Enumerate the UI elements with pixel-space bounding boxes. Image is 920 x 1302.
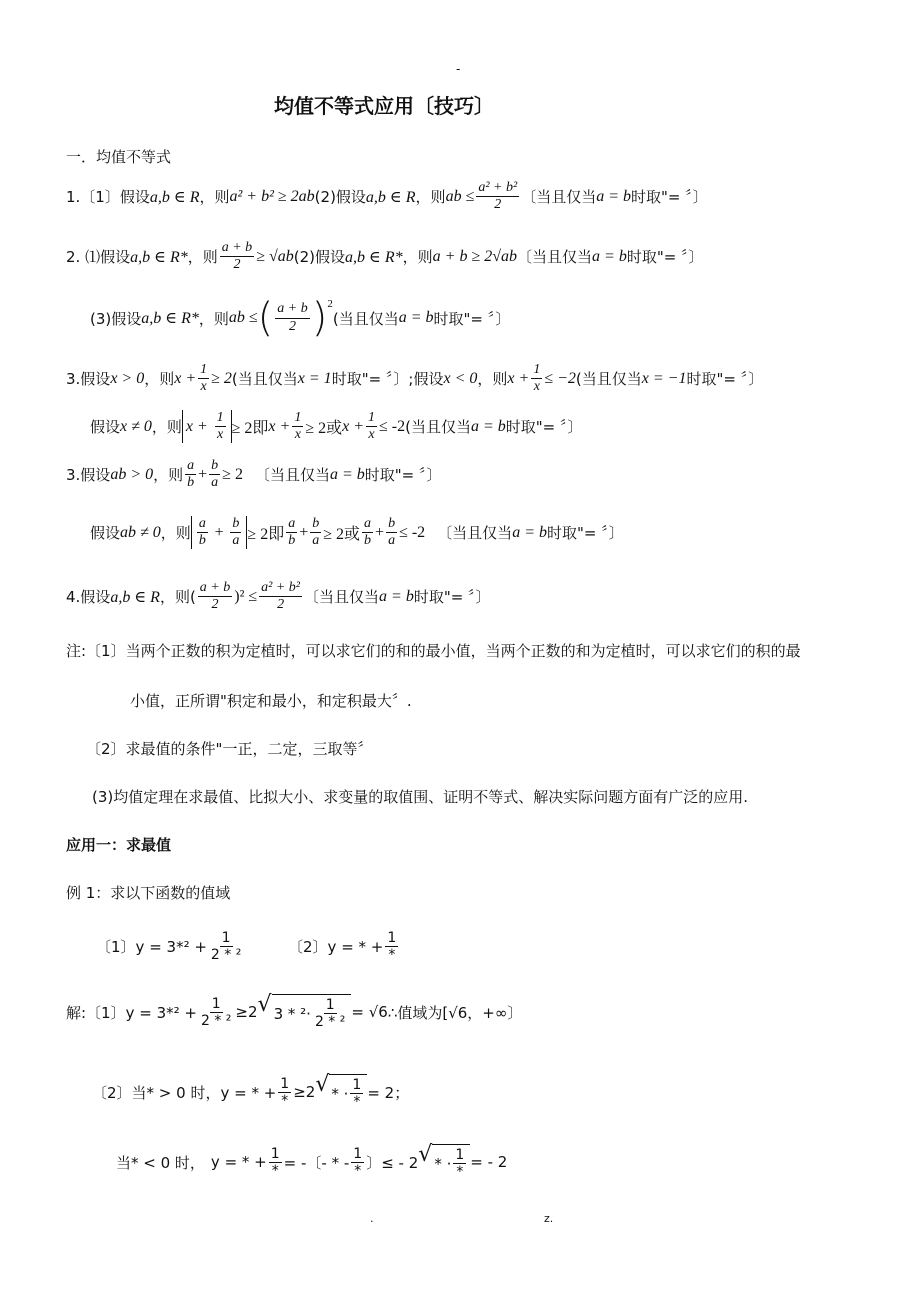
formula-line-1 [66,180,708,213]
fraction: $\frac{1}{x}$ [200,362,208,395]
math: a + b ≥ 2√ab [432,247,517,265]
text: 当* < 0 时， [116,1153,205,1172]
text: ≥2 [293,1083,316,1102]
math: x + [342,417,365,435]
text: 〔2〕y = * + [288,938,384,957]
fraction: $\frac{a}{b}$ [187,458,195,491]
math: ab ≤ [445,187,475,205]
text: 时取"= 〞〕 [626,248,704,267]
fraction: $\frac{\text{a² + b²}}{2}$ [261,580,300,613]
math: ≤ -2 [379,417,406,435]
fraction: $\frac{1}{*}$ [353,1145,363,1179]
formula-line-3 [90,295,511,341]
fraction: $\frac{1}{*}$ [280,1075,290,1109]
footer-right: z. [544,1212,554,1225]
fraction: $\frac{b}{a}$ [388,516,396,549]
math: ≥ 2即 [231,420,269,438]
text: (2)假设 [293,248,345,267]
math: a = b [379,587,414,605]
fraction: $\frac{1}{*}$ [270,1145,280,1179]
math: ≤ -2 [399,523,426,541]
text: 〔1〕y = 3*² + [96,938,207,957]
text: 〕≤ - 2 [366,1153,419,1172]
fraction: $\frac{1}{x}$ [533,362,541,395]
section-heading: 一．均值不等式 [66,148,172,166]
square-root: √ 3 * ²· $\frac{1}{\text{2 * ²}}$ [258,994,352,1030]
text: 时取"= 〞〕 [413,588,491,607]
fraction: $\frac{\text{a² + b²}}{2}$ [478,180,518,213]
text: ∴值域为[√6，+∞〕 [387,1003,523,1022]
math: x + [507,369,530,387]
fraction: $\frac{1}{x}$ [294,410,302,443]
text: 时取"= 〞〕 [433,309,511,328]
math: + [198,465,208,483]
text: 时取"= 〞〕 [364,466,442,485]
math: a = b [512,523,547,541]
math: x > 0 [110,369,145,387]
math: a,b ∈ R [149,188,200,206]
solution-line-2 [92,1074,409,1110]
math: x = −1 [641,369,687,387]
text: 时取"= 〞〕 [631,188,708,207]
text: 时取"= 〞〕 [546,524,624,543]
text: ，则 [153,466,184,485]
text: 〔2〕当* > 0 时，y = * + [92,1083,277,1102]
text: 4.假设 [66,588,111,607]
note-2: 〔2〕求最值的条件"一正，二定，三取等〞 [86,740,373,758]
text: 〔当且仅当 [437,524,513,543]
fraction: $\frac{1}{\text{2 * ²}}$ [200,995,232,1029]
math: a,b ∈ R* [141,310,199,327]
fraction: $\frac{b}{a}$ [211,458,219,491]
text: y = * + [210,1153,267,1172]
math: a = b [596,187,631,205]
text: ，则( [159,588,196,607]
text: = -〔- * - [283,1153,350,1172]
page-title: 均值不等式应用〔技巧〕 [274,94,494,118]
fraction: $\frac{1}{x}$ [368,410,376,443]
text: 3.假设 [66,370,111,389]
example-problem-1 [96,930,245,963]
text: ，则 [199,188,230,207]
fraction: $\frac{b}{a}$ [312,516,320,549]
text: (当且仅当 [405,418,471,437]
formula-line-4 [66,362,763,395]
math: x ≠ 0 [120,417,152,435]
math: a,b ∈ R [365,188,416,206]
text: 〔当且仅当 [304,588,380,607]
math: ≥ √ab [256,247,294,265]
fraction: $\frac{a}{b}$ [364,516,372,549]
math: ≥ 2 [211,369,232,387]
fraction: $\frac{a + b}{2}$ [277,301,308,334]
math: a,b ∈ R [110,588,160,606]
formula-line-6 [66,458,442,491]
text: = - 2 [470,1153,508,1172]
absolute-value: x + $\frac{1}{x}$ [182,410,232,443]
text: 〔当且仅当 [521,188,597,207]
fraction: $\frac{1}{*}$ [387,930,397,964]
math: a = b [470,417,506,435]
text: 假设 [90,418,121,437]
exponent: 2 [327,298,333,310]
text: 3.假设 [66,466,111,485]
text: = 2； [367,1083,410,1102]
fraction: $\frac{a + b}{2}$ [221,240,253,273]
text: (3)假设 [90,309,142,328]
left-paren: ( [257,295,274,341]
text: ，则 [477,370,508,389]
formula-line-2 [66,240,704,273]
text: 时取"= 〞〕 [686,370,764,389]
math: a = b [592,247,627,265]
math: )² ≤ [234,587,258,605]
math: ≥ 2或 [305,420,343,438]
math: a,b ∈ R* [345,248,403,266]
text: 〔当且仅当 [517,248,593,267]
math: a² + b² ≥ 2ab [229,187,315,205]
fraction: $\frac{a + b}{2}$ [199,580,231,613]
formula-line-5 [90,410,583,443]
math: a = b [329,465,365,483]
formula-line-7 [90,516,624,549]
square-root: √ * · $\frac{1}{*}$ [315,1074,367,1110]
math: a = b [398,309,434,326]
absolute-value: $\frac{a}{b}$ + $\frac{b}{a}$ [191,516,248,549]
header-mark: - [456,62,461,76]
note-1-cont: 小值，正所谓"积定和最小，和定积最大〞. [130,692,412,710]
text: (当且仅当 [575,370,642,389]
solution-line-1 [66,994,522,1030]
text: ，则 [198,309,229,328]
text: (当且仅当 [231,370,298,389]
text: ，则 [151,418,182,437]
math: ≥ 2 [222,465,243,483]
math: x + [268,417,291,435]
text: 假设 [90,524,121,543]
text: = √6 [351,1003,388,1022]
note-1: 注:〔1〕当两个正数的积为定植时，可以求它们的和的最小值，当两个正数的和为定植时，可以求它们的积的最 [66,642,801,660]
text: 解:〔1〕y = 3*² + [66,1003,197,1022]
math: + [299,523,309,541]
text: 〔当且仅当 [254,466,330,485]
text: 2. ⑴假设 [66,248,131,267]
square-root: √ * · $\frac{1}{*}$ [418,1144,470,1180]
text: 1.〔1〕假设 [66,188,150,207]
formula-line-8 [66,580,491,613]
solution-line-3 [116,1144,507,1180]
math: x + [174,369,197,387]
text: 时取"= 〞〕;假设 [331,370,444,389]
example-heading: 例 1：求以下函数的值域 [66,884,231,902]
math: x = 1 [297,369,332,387]
math: + [375,523,385,541]
fraction: $\frac{a}{b}$ [288,516,296,549]
math: ab ≠ 0 [120,523,161,541]
text: (2)假设 [314,188,366,207]
math: ≥ 2即 [247,526,285,544]
text: ，则 [160,524,191,543]
text: ，则 [187,248,218,267]
math: x < 0 [443,369,478,387]
fraction: $\frac{1}{\text{2 * ²}}$ [210,930,242,964]
math: ≥ 2或 [323,526,361,544]
note-3: (3)均值定理在求最值、比拟大小、求变量的取值围、证明不等式、解决实际问题方面有广泛的应用. [92,788,749,806]
math: ab ≤ [228,309,258,326]
example-problem-2 [288,930,400,963]
right-paren: ) [311,295,328,341]
text: ，则 [144,370,175,389]
text: (当且仅当 [332,309,399,328]
text: ，则 [415,188,446,207]
text: ，则 [402,248,433,267]
application-heading: 应用一：求最值 [66,836,172,854]
math: a,b ∈ R* [130,248,188,266]
math: ≤ −2 [544,369,576,387]
text: ≥2 [235,1003,258,1022]
footer-left: . [370,1212,374,1225]
math: ab > 0 [110,465,154,483]
text: 时取"= 〞〕 [505,418,583,437]
